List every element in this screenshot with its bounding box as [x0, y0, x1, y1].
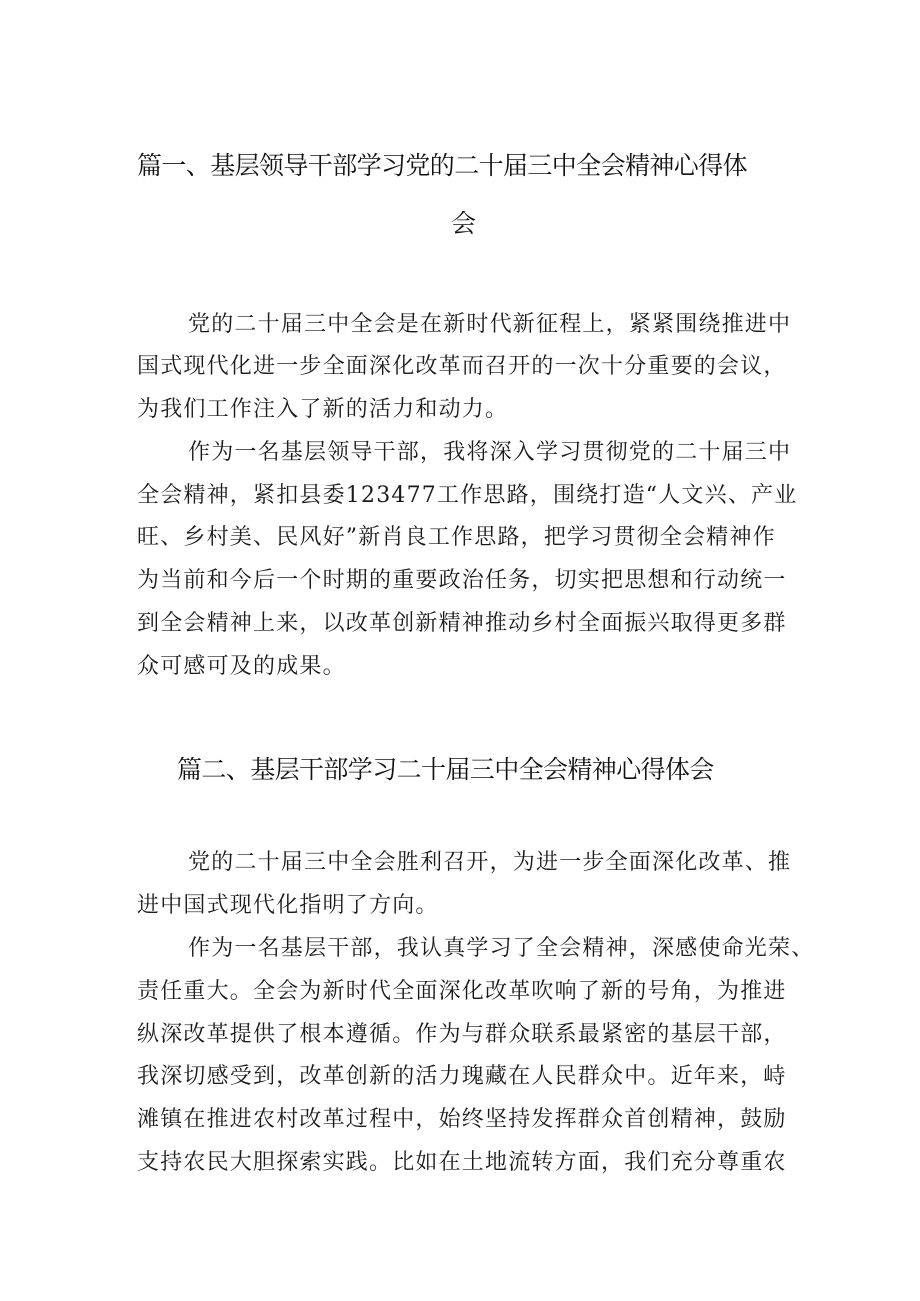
- section2-title: 篇二、基层干部学习二十届三中全会精神心得体会: [177, 755, 714, 784]
- s1-p2-line: 全会精神，紧扣县委123477工作思路，围绕打造“人文兴、产业: [137, 483, 798, 508]
- s2-p1-line: 党的二十届三中全会胜利召开，为进一步全面深化改革、推: [188, 850, 792, 875]
- section1-title-line1: 篇一、基层领导干部学习党的二十届三中全会精神心得体: [137, 151, 748, 180]
- s1-p2-line: 作为一名基层领导干部，我将深入学习贯彻党的二十届三中: [188, 440, 792, 465]
- s1-p2-line: 为当前和今后一个时期的重要政治任务，切实把思想和行动统一: [137, 568, 787, 593]
- s2-p2-line: 我深切感受到，改革创新的活力瑰藏在人民群众中。近年来，峙: [137, 1064, 787, 1089]
- s1-p1-line: 党的二十届三中全会是在新时代新征程上，紧紧围绕推进中: [188, 312, 792, 337]
- s1-p2-line: 到全会精神上来，以改革创新精神推动乡村全面振兴取得更多群: [137, 611, 787, 636]
- section1-title-line2: 会: [451, 209, 477, 238]
- s1-p2-line: 众可感可及的成果。: [137, 654, 346, 679]
- s2-p2-line: 纵深改革提供了根本遵循。作为与群众联系最紧密的基层干部，: [137, 1022, 787, 1047]
- s1-p1-line: 为我们工作注入了新的活力和动力。: [137, 397, 509, 422]
- s2-p2-line: 支持农民大胆探索实践。比如在土地流转方面，我们充分尊重农: [137, 1150, 787, 1175]
- s2-p1-line: 进中国式现代化指明了方向。: [137, 893, 439, 918]
- s1-p1-line: 国式现代化进一步全面深化改革而召开的一次十分重要的会议，: [137, 354, 787, 379]
- s2-p2-line: 滩镇在推进农村改革过程中，始终坚持发挥群众首创精神，鼓励: [137, 1107, 787, 1132]
- s2-p2-line: 责任重大。全会为新时代全面深化改革吹响了新的号角，为推进: [137, 979, 787, 1004]
- s2-p2-line: 作为一名基层干部，我认真学习了全会精神，深感使命光荣、: [188, 936, 815, 961]
- s1-p2-line: 旺、乡村美、民风好”新肖良工作思路，把学习贯彻全会精神作: [137, 525, 776, 550]
